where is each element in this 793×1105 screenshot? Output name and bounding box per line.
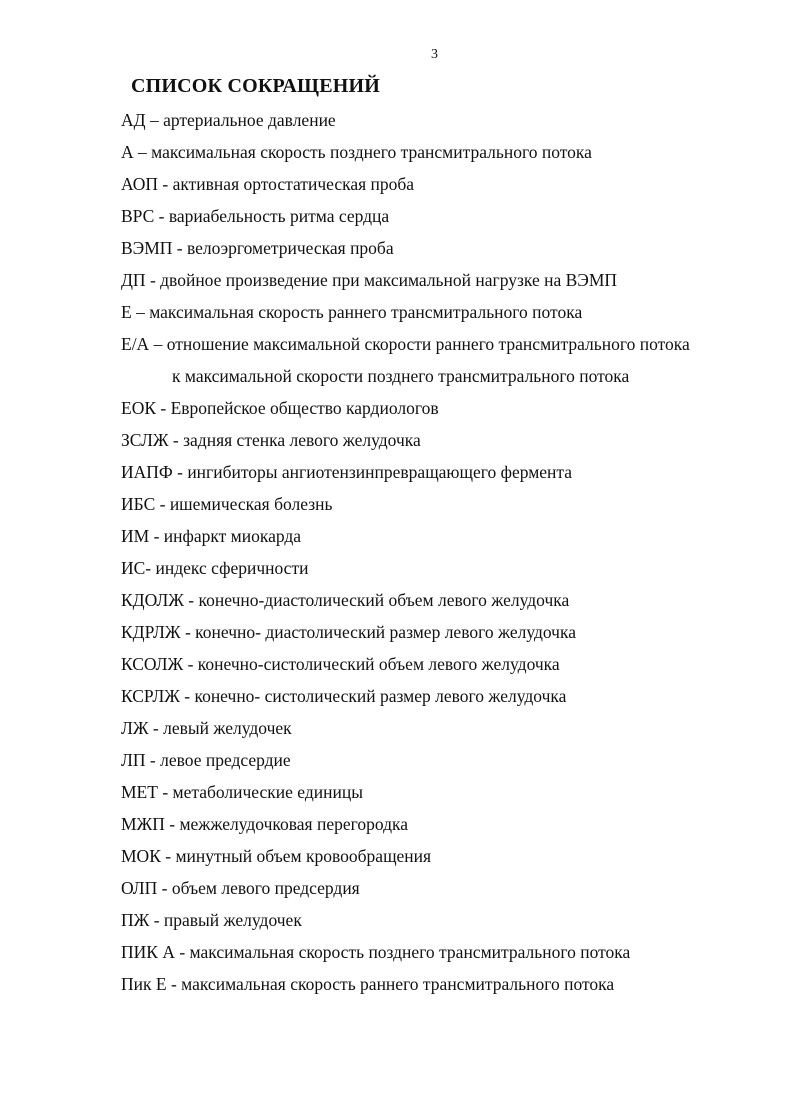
abbreviation-entry: ВЭМП - велоэргометрическая проба <box>121 238 394 258</box>
abbreviation-entry: МЕТ - метаболические единицы <box>121 782 363 802</box>
abbreviation-entry: ЛП - левое предсердие <box>121 750 291 770</box>
abbreviation-entry: А – максимальная скорость позднего трансмитрального потока <box>121 142 592 162</box>
page-title: СПИСОК СОКРАЩЕНИЙ <box>131 75 381 97</box>
abbreviation-entry: КСРЛЖ - конечно- систолический размер левого желудочка <box>121 686 567 706</box>
abbreviation-entry: АД – артериальное давление <box>121 110 336 130</box>
abbreviation-entry: ИБС - ишемическая болезнь <box>121 494 333 514</box>
page-number: 3 <box>431 47 438 62</box>
abbreviation-entry: МЖП - межжелудочковая перегородка <box>121 814 409 834</box>
abbreviation-entry: КСОЛЖ - конечно-систолический объем левого желудочка <box>121 654 560 674</box>
abbreviation-entry: ИС- индекс сферичности <box>121 558 309 578</box>
abbreviation-list <box>121 104 773 1000</box>
abbreviation-entry: Пик Е - максимальная скорость раннего трансмитрального потока <box>121 974 615 994</box>
abbreviation-entry: Е – максимальная скорость раннего трансмитрального потока <box>121 302 583 322</box>
abbreviation-entry: ЗСЛЖ - задняя стенка левого желудочка <box>121 430 421 450</box>
abbreviation-entry: ПИК А - максимальная скорость позднего трансмитрального потока <box>121 942 631 962</box>
abbreviation-entry: КДОЛЖ - конечно-диастолический объем левого желудочка <box>121 590 570 610</box>
abbreviation-entry: ИАПФ - ингибиторы ангиотензинпревращающего фермента <box>121 462 573 482</box>
abbreviation-entry: ПЖ - правый желудочек <box>121 910 302 930</box>
abbreviation-entry: ВРС - вариабельность ритма сердца <box>121 206 390 226</box>
abbreviation-entry: ЛЖ - левый желудочек <box>121 718 292 738</box>
abbreviation-entry: ЕОК - Европейское общество кардиологов <box>121 398 439 418</box>
abbreviation-entry: МОК - минутный объем кровообращения <box>121 846 432 866</box>
abbreviation-entry: ИМ - инфаркт миокарда <box>121 526 302 546</box>
abbreviation-entry: КДРЛЖ - конечно- диастолический размер левого желудочка <box>121 622 576 642</box>
abbreviation-entry-continuation: к максимальной скорости позднего трансмитрального потока <box>172 366 630 386</box>
abbreviation-entry: ОЛП - объем левого предсердия <box>121 878 360 898</box>
abbreviation-entry: Е/А – отношение максимальной скорости раннего трансмитрального потока <box>121 334 690 354</box>
abbreviation-entry: АОП - активная ортостатическая проба <box>121 174 415 194</box>
abbreviation-entry: ДП - двойное произведение при максимальной нагрузке на ВЭМП <box>121 270 618 290</box>
